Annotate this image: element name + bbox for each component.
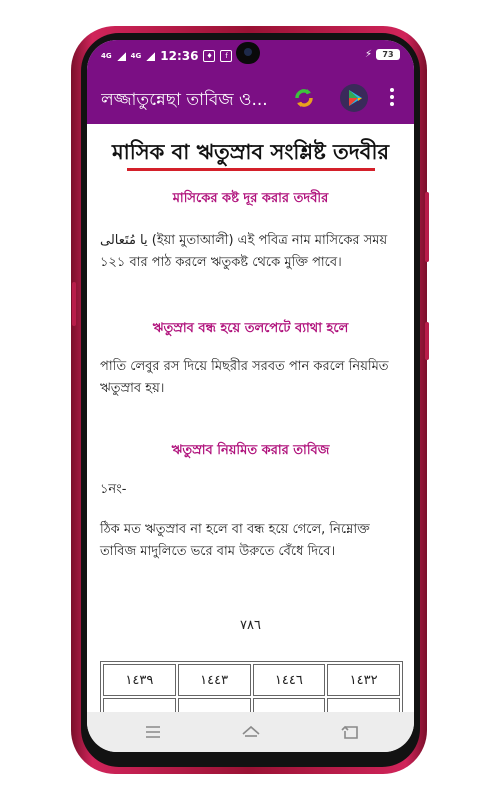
section3-title: ঋতুস্রাব নিয়মিত করার তাবিজ	[171, 443, 330, 458]
talisman-code: ٧٨٦	[240, 618, 261, 633]
screen	[87, 40, 414, 752]
status-left	[101, 49, 243, 63]
home-icon[interactable]	[241, 724, 261, 740]
facebook-icon: f	[220, 50, 232, 62]
refresh-icon[interactable]	[291, 85, 317, 111]
menu-icon[interactable]	[143, 724, 163, 740]
power-button	[425, 192, 429, 262]
section1-body: يا مُتَعالى (ইয়া মুতাআলী) এই পবিত্র নাম মাসিকের সময় ১২১ বার পাঠ করলে ঋতুকষ্ট থেকে মুক্তি পাবে।	[100, 233, 388, 270]
play-store-icon[interactable]	[340, 84, 368, 112]
section2-title: ঋতুস্রাব বন্ধ হয়ে তলপেটে ব্যাথা হলে	[152, 321, 349, 336]
charging-icon: ⚡	[364, 49, 372, 60]
app-bar	[87, 72, 414, 124]
table-row	[103, 664, 400, 696]
table-cell: ١٤٣٢	[327, 664, 400, 696]
section3-number: ১নং-	[100, 482, 127, 497]
table-cell	[103, 698, 176, 712]
battery-icon: 73	[376, 49, 400, 60]
signal-icon	[117, 52, 126, 61]
article-heading: মাসিক বা ঋতুস্রাব সংশ্লিষ্ট তদবীর	[111, 140, 390, 164]
signal-icon-2	[146, 52, 155, 61]
section3-body: ঠিক মত ঋতুস্রাব না হলে বা বন্ধ হয়ে গেলে, নিম্নোক্ত তাবিজ মাদুলিতে ভরে বাম উরুতে বেঁধে দিবে।	[100, 522, 370, 559]
volume-button	[425, 322, 429, 360]
heading-underline	[127, 168, 375, 171]
navigation-bar	[87, 712, 414, 752]
table-row	[103, 698, 400, 712]
status-bar	[87, 40, 414, 72]
table-cell: ١٤٤٣	[178, 664, 251, 696]
article-content[interactable]	[87, 124, 414, 712]
table-cell	[327, 698, 400, 712]
sim1-label: 4G	[101, 51, 112, 60]
table-cell: ١٤٣٩	[103, 664, 176, 696]
table-cell: ١٤٤٦	[253, 664, 326, 696]
front-camera	[236, 42, 260, 64]
back-icon[interactable]	[341, 724, 361, 740]
sim2-label: 4G	[130, 51, 142, 60]
volume-button-left	[72, 282, 76, 326]
talisman-table	[100, 661, 403, 712]
section2-body: পাতি লেবুর রস দিয়ে মিছরীর সরবত পান করলে নিয়মিত ঋতুস্রাব হয়।	[100, 359, 389, 396]
clock: 12:36	[160, 49, 199, 63]
notification-icon: ♦	[203, 50, 215, 62]
status-right	[365, 49, 400, 60]
more-options-icon[interactable]	[387, 86, 397, 110]
table-cell	[178, 698, 251, 712]
app-title: লজ্জাতুন্নেছা তাবিজ ও...	[101, 90, 268, 110]
table-cell	[253, 698, 326, 712]
section1-title: মাসিকের কষ্ট দূর করার তদবীর	[172, 191, 329, 206]
